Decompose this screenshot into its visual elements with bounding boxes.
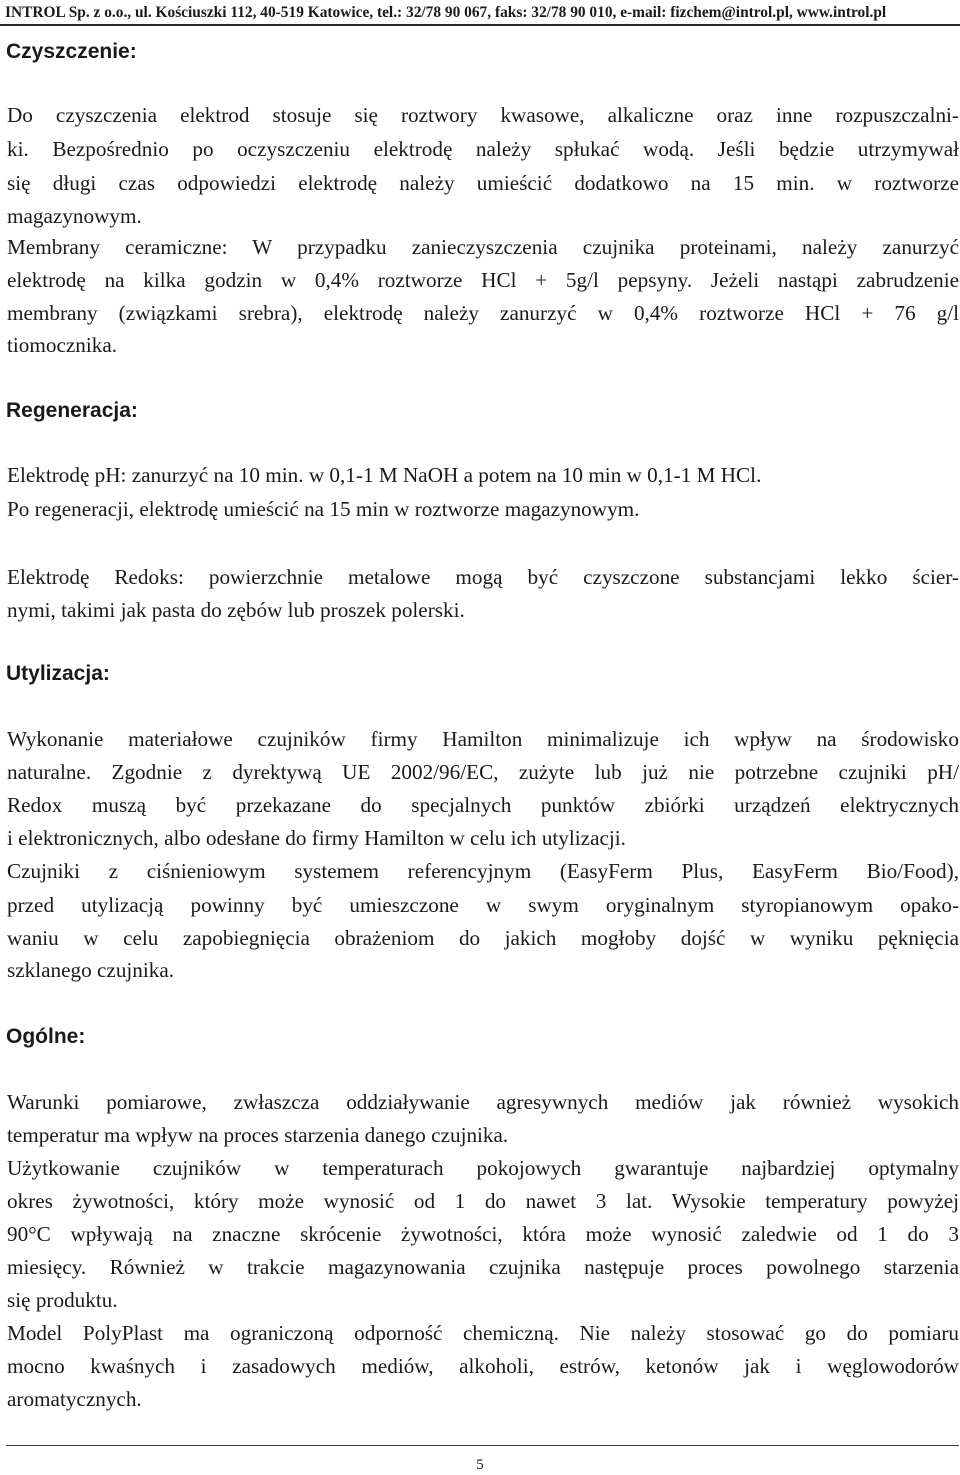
paragraph-line: Elektrodę pH: zanurzyć na 10 min. w 0,1-1 M NaOH a potem na 10 min w 0,1-1 M HCl. xyxy=(7,463,762,487)
section-heading-general: Ogólne: xyxy=(6,1025,86,1048)
paragraph-line: Czujniki z ciśnieniowym systemem referencyjnym (EasyFerm Plus, EasyFerm Bio/Food), xyxy=(7,859,959,883)
paragraph-line: tiomocznika. xyxy=(7,333,118,357)
paragraph-line: temperatur ma wpływ na proces starzenia danego czujnika. xyxy=(7,1123,509,1147)
footer-divider xyxy=(6,1445,959,1446)
paragraph-line: elektrodę na kilka godzin w 0,4% roztworze HCl + 5g/l pepsyny. Jeżeli nastąpi zabrudzenie xyxy=(7,268,959,292)
paragraph-line: Elektrodę Redoks: powierzchnie metalowe mogą być czyszczone substancjami lekko ścier- xyxy=(7,565,959,589)
paragraph-line: nymi, takimi jak pasta do zębów lub proszek polerski. xyxy=(7,598,465,622)
paragraph-line: Użytkowanie czujników w temperaturach pokojowych gwarantuje najbardziej optymalny xyxy=(7,1156,959,1180)
paragraph-line: Po regeneracji, elektrodę umieścić na 15 min w roztworze magazynowym. xyxy=(7,497,640,521)
contact-header: INTROL Sp. z o.o., ul. Kościuszki 112, 40-519 Katowice, tel.: 32/78 90 067, faks: 32/78 90 010, e-mail: fizchem@introl.pl, www.introl.pl xyxy=(5,4,887,21)
paragraph-line: mocno kwaśnych i zasadowych mediów, alkoholi, estrów, ketonów jak i węglowodorów xyxy=(7,1354,959,1378)
paragraph-line: okres żywotności, który może wynosić od 1 do nawet 3 lat. Wysokie temperatury powyżej xyxy=(7,1189,959,1213)
paragraph-line: Wykonanie materiałowe czujników firmy Hamilton minimalizuje ich wpływ na środowisko xyxy=(7,727,959,751)
paragraph-line: się długi czas odpowiedzi elektrodę należy umieścić dodatkowo na 15 min. w roztworze xyxy=(7,171,959,195)
header-divider xyxy=(0,24,960,26)
paragraph-line: przed utylizacją powinny być umieszczone w swym oryginalnym styropianowym opako- xyxy=(7,893,959,917)
paragraph-line: magazynowym. xyxy=(7,204,142,228)
paragraph-line: szklanego czujnika. xyxy=(7,958,175,982)
page-number: 5 xyxy=(476,1457,484,1473)
paragraph-line: Redox muszą być przekazane do specjalnych punktów zbiórki urządzeń elektrycznych xyxy=(7,793,959,817)
section-heading-disposal: Utylizacja: xyxy=(6,662,110,685)
paragraph-line: membrany (związkami srebra), elektrodę należy zanurzyć w 0,4% roztworze HCl + 76 g/l xyxy=(7,301,959,325)
paragraph-line: ki. Bezpośrednio po oczyszczeniu elektrodę należy spłukać wodą. Jeśli będzie utrzymywał xyxy=(7,137,959,161)
paragraph-line: Warunki pomiarowe, zwłaszcza oddziaływanie agresywnych mediów jak również wysokich xyxy=(7,1090,959,1114)
paragraph-line: miesięcy. Również w trakcie magazynowania czujnika następuje proces powolnego starzenia xyxy=(7,1255,959,1279)
paragraph-line: się produktu. xyxy=(7,1288,118,1312)
paragraph-line: Model PolyPlast ma ograniczoną odporność chemiczną. Nie należy stosować go do pomiaru xyxy=(7,1321,959,1345)
paragraph-line: 90°C wpływają na znaczne skrócenie żywotności, która może wynosić zaledwie od 1 do 3 xyxy=(7,1222,959,1246)
section-heading-regeneration: Regeneracja: xyxy=(6,399,138,422)
paragraph-line: Membrany ceramiczne: W przypadku zanieczyszczenia czujnika proteinami, należy zanurzyć xyxy=(7,235,959,259)
section-heading-cleaning: Czyszczenie: xyxy=(6,40,137,63)
paragraph-line: aromatycznych. xyxy=(7,1387,142,1411)
paragraph-line: naturalne. Zgodnie z dyrektywą UE 2002/96/EC, zużyte lub już nie potrzebne czujniki pH/ xyxy=(7,760,959,784)
paragraph-line: i elektronicznych, albo odesłane do firmy Hamilton w celu ich utylizacji. xyxy=(7,826,626,850)
paragraph-line: waniu w celu zapobiegnięcia obrażeniom do jakich mogłoby dojść w wyniku pęknięcia xyxy=(7,926,959,950)
paragraph-line: Do czyszczenia elektrod stosuje się roztwory kwasowe, alkaliczne oraz inne rozpuszczalni- xyxy=(7,103,959,127)
